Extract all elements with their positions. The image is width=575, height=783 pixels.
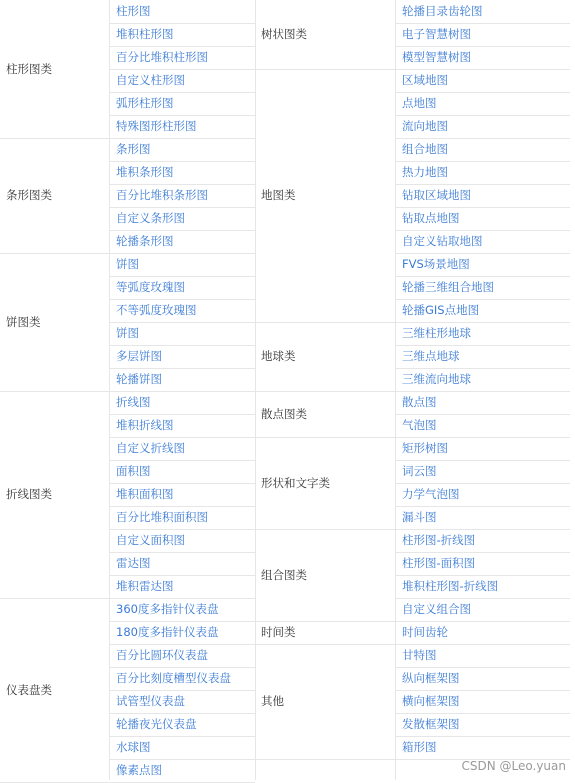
chart-type-link[interactable]: 轮播GIS点地图: [402, 303, 480, 317]
chart-type-link[interactable]: 时间齿轮: [402, 625, 448, 639]
chart-type-link[interactable]: 180度多指针仪表盘: [116, 625, 219, 639]
chart-type-link[interactable]: 堆积折线图: [116, 418, 174, 432]
grid-line: [0, 138, 109, 139]
chart-type-link[interactable]: 漏斗图: [402, 510, 437, 524]
chart-type-link[interactable]: 自定义柱形图: [116, 73, 185, 87]
chart-type-link[interactable]: 横向框架图: [402, 694, 460, 708]
grid-line: [255, 391, 395, 392]
grid-line: [255, 0, 256, 780]
chart-type-link[interactable]: 雷达图: [116, 556, 151, 570]
chart-type-link[interactable]: 发散框架图: [402, 717, 460, 731]
chart-type-link[interactable]: 自定义条形图: [116, 211, 185, 225]
chart-type-link[interactable]: 百分比堆积条形图: [116, 188, 208, 202]
grid-line: [0, 598, 109, 599]
grid-line: [255, 529, 395, 530]
chart-type-link[interactable]: 散点图: [402, 395, 437, 409]
chart-type-link[interactable]: 柱形图-面积图: [402, 556, 476, 570]
chart-type-link[interactable]: 饼图: [116, 326, 139, 340]
grid-line: [109, 0, 110, 780]
chart-type-link[interactable]: 轮播三维组合地图: [402, 280, 494, 294]
chart-type-link[interactable]: 百分比堆积面积图: [116, 510, 208, 524]
grid-line: [255, 322, 395, 323]
chart-type-link[interactable]: 折线图: [116, 395, 151, 409]
chart-type-link[interactable]: 弧形柱形图: [116, 96, 174, 110]
chart-type-link[interactable]: 电子智慧树图: [402, 27, 471, 41]
category-label: 地图类: [261, 188, 296, 202]
category-label: 条形图类: [6, 188, 52, 202]
chart-type-link[interactable]: 条形图: [116, 142, 151, 156]
chart-type-link[interactable]: 柱形图-折线图: [402, 533, 476, 547]
chart-type-link[interactable]: 水球图: [116, 740, 151, 754]
category-label: 地球类: [261, 349, 296, 363]
chart-type-link[interactable]: 百分比圆环仪表盘: [116, 648, 208, 662]
chart-type-link[interactable]: 堆积条形图: [116, 165, 174, 179]
chart-type-link[interactable]: 面积图: [116, 464, 151, 478]
grid-line: [255, 644, 395, 645]
chart-type-link[interactable]: 箱形图: [402, 740, 437, 754]
chart-type-link[interactable]: 甘特图: [402, 648, 437, 662]
grid-line: [255, 69, 395, 70]
chart-type-link[interactable]: 三维流向地球: [402, 372, 471, 386]
chart-type-link[interactable]: 轮播饼图: [116, 372, 162, 386]
chart-type-link[interactable]: 力学气泡图: [402, 487, 460, 501]
chart-type-link[interactable]: 特殊图形柱形图: [116, 119, 197, 133]
chart-type-link[interactable]: 堆积柱形图: [116, 27, 174, 41]
chart-type-link[interactable]: 自定义折线图: [116, 441, 185, 455]
chart-type-link[interactable]: 轮播目录齿轮图: [402, 4, 483, 18]
chart-type-link[interactable]: 试管型仪表盘: [116, 694, 185, 708]
csdn-watermark: CSDN @Leo.yuan: [461, 759, 566, 773]
chart-type-link[interactable]: 百分比刻度槽型仪表盘: [116, 671, 231, 685]
category-label: 形状和文字类: [261, 475, 330, 490]
chart-type-link[interactable]: 不等弧度玫瑰图: [116, 303, 197, 317]
chart-type-link[interactable]: 气泡图: [402, 418, 437, 432]
chart-type-link[interactable]: 轮播夜光仪表盘: [116, 717, 197, 731]
chart-type-link[interactable]: 堆积面积图: [116, 487, 174, 501]
chart-type-link[interactable]: 组合地图: [402, 142, 448, 156]
chart-type-link[interactable]: 流向地图: [402, 119, 448, 133]
chart-type-link[interactable]: 模型智慧树图: [402, 50, 471, 64]
chart-type-link[interactable]: 自定义组合图: [402, 602, 471, 616]
grid-line: [0, 253, 109, 254]
chart-type-link[interactable]: 自定义面积图: [116, 533, 185, 547]
category-label: 饼图类: [6, 314, 41, 329]
category-label: 折线图类: [6, 487, 52, 501]
chart-type-link[interactable]: 点地图: [402, 96, 437, 110]
chart-type-link[interactable]: 等弧度玫瑰图: [116, 280, 185, 294]
chart-type-link[interactable]: 柱形图: [116, 4, 151, 18]
chart-type-link[interactable]: 三维点地球: [402, 349, 460, 363]
chart-type-link[interactable]: 自定义钻取地图: [402, 234, 483, 248]
category-label: 散点图类: [261, 406, 307, 421]
chart-type-link[interactable]: 360度多指针仪表盘: [116, 602, 219, 616]
category-label: 柱形图类: [6, 61, 52, 76]
chart-type-link[interactable]: 堆积柱形图-折线图: [402, 579, 499, 593]
category-label: 时间类: [261, 625, 296, 639]
chart-type-link[interactable]: 多层饼图: [116, 349, 162, 363]
chart-type-link[interactable]: FVS场景地图: [402, 257, 470, 271]
grid-line: [0, 391, 109, 392]
chart-type-link[interactable]: 词云图: [402, 464, 437, 478]
chart-type-link[interactable]: 三维柱形地球: [402, 326, 471, 340]
grid-line: [255, 437, 395, 438]
category-label: 仪表盘类: [6, 682, 52, 697]
category-label: 组合图类: [261, 567, 307, 582]
chart-type-link[interactable]: 纵向框架图: [402, 671, 460, 685]
chart-type-link[interactable]: 热力地图: [402, 165, 448, 179]
chart-type-link[interactable]: 轮播条形图: [116, 234, 174, 248]
category-label: 其他: [261, 694, 284, 708]
chart-type-link[interactable]: 百分比堆积柱形图: [116, 50, 208, 64]
grid-line: [255, 759, 395, 760]
grid-line: [395, 0, 396, 780]
chart-type-link[interactable]: 堆积雷达图: [116, 579, 174, 593]
chart-type-link[interactable]: 钻取点地图: [402, 211, 460, 225]
chart-type-link[interactable]: 饼图: [116, 257, 139, 271]
category-label: 树状图类: [261, 27, 307, 41]
chart-type-link[interactable]: 矩形树图: [402, 441, 448, 455]
chart-type-link[interactable]: 像素点图: [116, 763, 162, 777]
chart-type-link[interactable]: 区域地图: [402, 73, 448, 87]
chart-type-link[interactable]: 钻取区域地图: [402, 188, 471, 202]
